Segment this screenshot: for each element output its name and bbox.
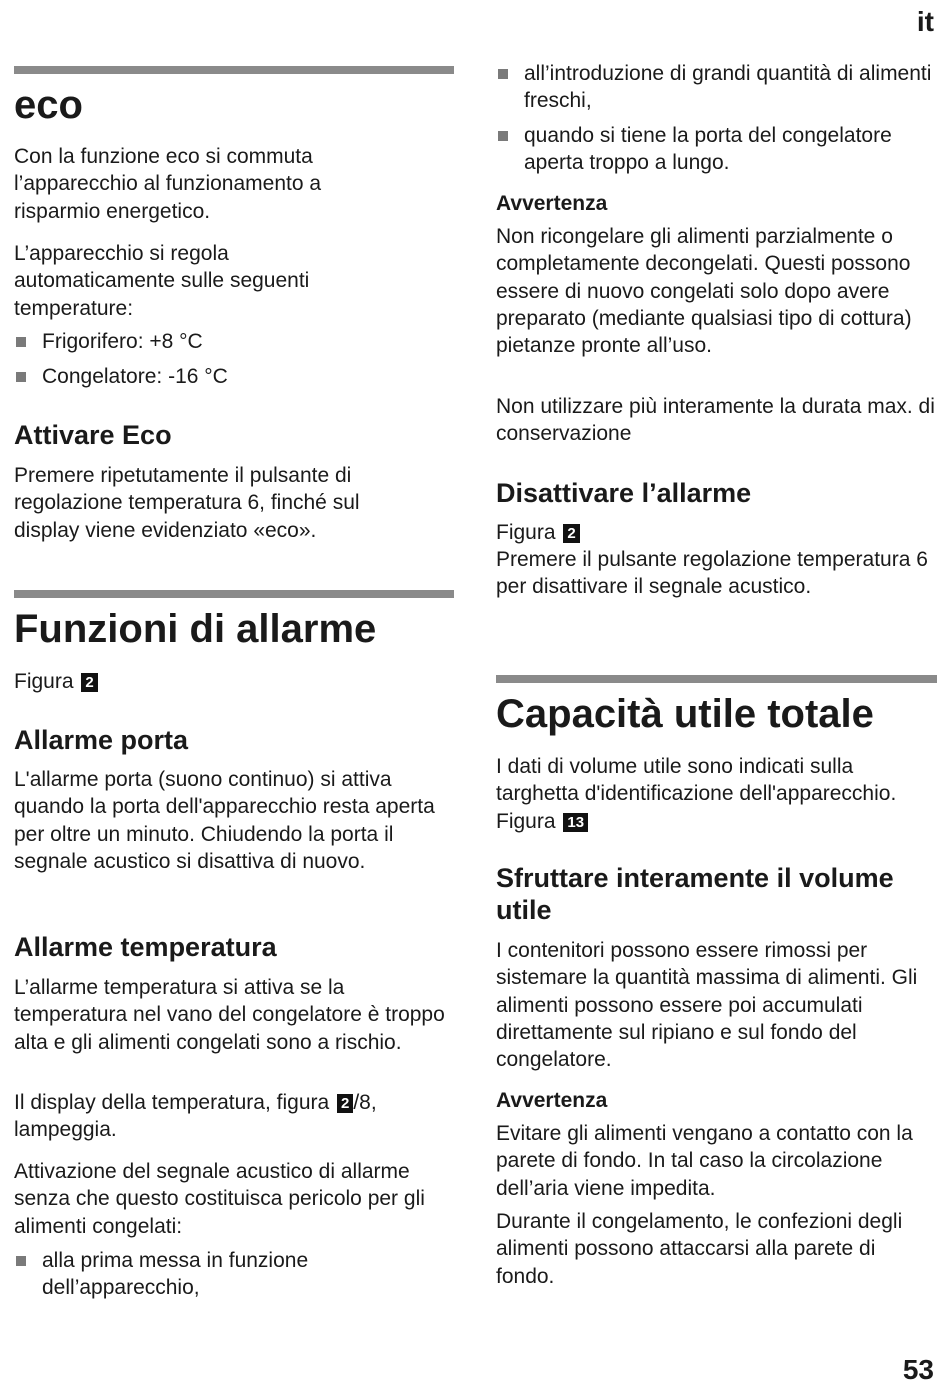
heading-disattivare-allarme: Disattivare l’allarme	[496, 478, 752, 508]
avvertenza1-paragraph-1: Non ricongelare gli alimenti parzialmente o completamente decongelati. Questi possono essere di nuovo congelati solo dopo avere preparato (mediante qualsiasi tipo di cottura) pietanze pronte all’uso.	[496, 225, 912, 358]
eco-paragraph-1: Con la funzione eco si commuta l’apparecchio al funzionamento a risparmio energetico.	[14, 145, 322, 223]
figure-number-badge: 2	[337, 1094, 353, 1113]
heading-eco: eco	[14, 83, 83, 127]
heading-attivare-eco: Attivare Eco	[14, 420, 172, 450]
porta-paragraph: L'allarme porta (suono continuo) si attiva quando la porta dell'apparecchio resta aperta per oltre un minuto. Chiudendo la porta il segnale acustico si disattiva di nuovo.	[14, 768, 435, 873]
heading-avvertenza-2: Avvertenza	[496, 1089, 608, 1112]
heading-allarme-porta: Allarme porta	[14, 725, 189, 755]
figure-number-badge: 2	[563, 524, 579, 543]
figure-number-badge: 2	[81, 673, 97, 692]
language-tag: it	[916, 6, 934, 37]
section-divider-capacita	[496, 675, 937, 683]
temperatura-paragraph-1: L’allarme temperatura si attiva se la temperatura nel vano del congelatore è troppo alta e gli alimenti congelati sono a rischio.	[14, 976, 445, 1054]
avvertenza1-paragraph-2: Non utilizzare più interamente la durata max. di conservazione	[496, 395, 935, 446]
avvertenza2-paragraph-1: Evitare gli alimenti vengano a contatto con la parete di fondo. In tal caso la circolazione dell’aria viene impedita.	[496, 1122, 913, 1200]
heading-allarme-temperatura: Allarme temperatura	[14, 932, 277, 962]
heading-funzioni-allarme: Funzioni di allarme	[14, 607, 377, 651]
capacita-text: I dati di volume utile sono indicati sulla targhetta d'identificazione dell'apparecchio. Figura	[496, 755, 897, 833]
section-divider-allarme	[14, 590, 454, 598]
temperatura-bullet-1: alla prima messa in funzione dell’apparecchio,	[14, 1247, 382, 1302]
figura-label: Figura	[496, 521, 556, 544]
temperatura-p2-text: Il display della temperatura, figura	[14, 1091, 335, 1114]
temperatura-paragraph-2	[14, 1089, 454, 1144]
heading-sfruttare-volume: Sfruttare interamente il volume utile	[496, 863, 894, 925]
eco-bullet-freezer: Congelatore: -16 °C	[14, 363, 442, 390]
section-divider-eco	[14, 66, 454, 74]
allarme-figura-ref	[14, 668, 98, 695]
eco-paragraph-2: L’apparecchio si regola automaticamente sulle seguenti temperature:	[14, 242, 310, 320]
right-bullet-1: all’introduzione di grandi quantità di alimenti freschi,	[496, 60, 944, 115]
eco-bullet-fridge: Frigorifero: +8 °C	[14, 328, 442, 355]
heading-capacita-utile: Capacità utile totale	[496, 692, 874, 736]
figure-number-badge: 13	[563, 813, 588, 832]
temperatura-paragraph-3: Attivazione del segnale acustico di allarme senza che questo costituisca pericolo per gli alimenti congelati:	[14, 1160, 425, 1238]
right-bullet-2: quando si tiene la porta del congelatore aperta troppo a lungo.	[496, 122, 944, 177]
capacita-paragraph	[496, 753, 926, 835]
temperatura-p2-text-end: /8, lampeggia.	[14, 1091, 377, 1142]
disattivare-paragraph: Premere il pulsante regolazione temperatura 6 per disattivare il segnale acustico.	[496, 548, 928, 599]
sfruttare-paragraph: I contenitori possono essere rimossi per sistemare la quantità massima di alimenti. Gli alimenti possono essere poi accumulati direttamente sul ripiano e sul fondo del congelatore.	[496, 939, 918, 1072]
page-number: 53	[902, 1354, 934, 1385]
heading-avvertenza-1: Avvertenza	[496, 192, 608, 215]
attivare-paragraph: Premere ripetutamente il pulsante di regolazione temperatura 6, finché sul display viene evidenziato «eco».	[14, 464, 360, 542]
disattivare-figura-ref	[496, 519, 580, 546]
figura-label: Figura	[14, 670, 74, 693]
avvertenza2-paragraph-2: Durante il congelamento, le confezioni degli alimenti possono attaccarsi alla parete di fondo.	[496, 1210, 903, 1288]
